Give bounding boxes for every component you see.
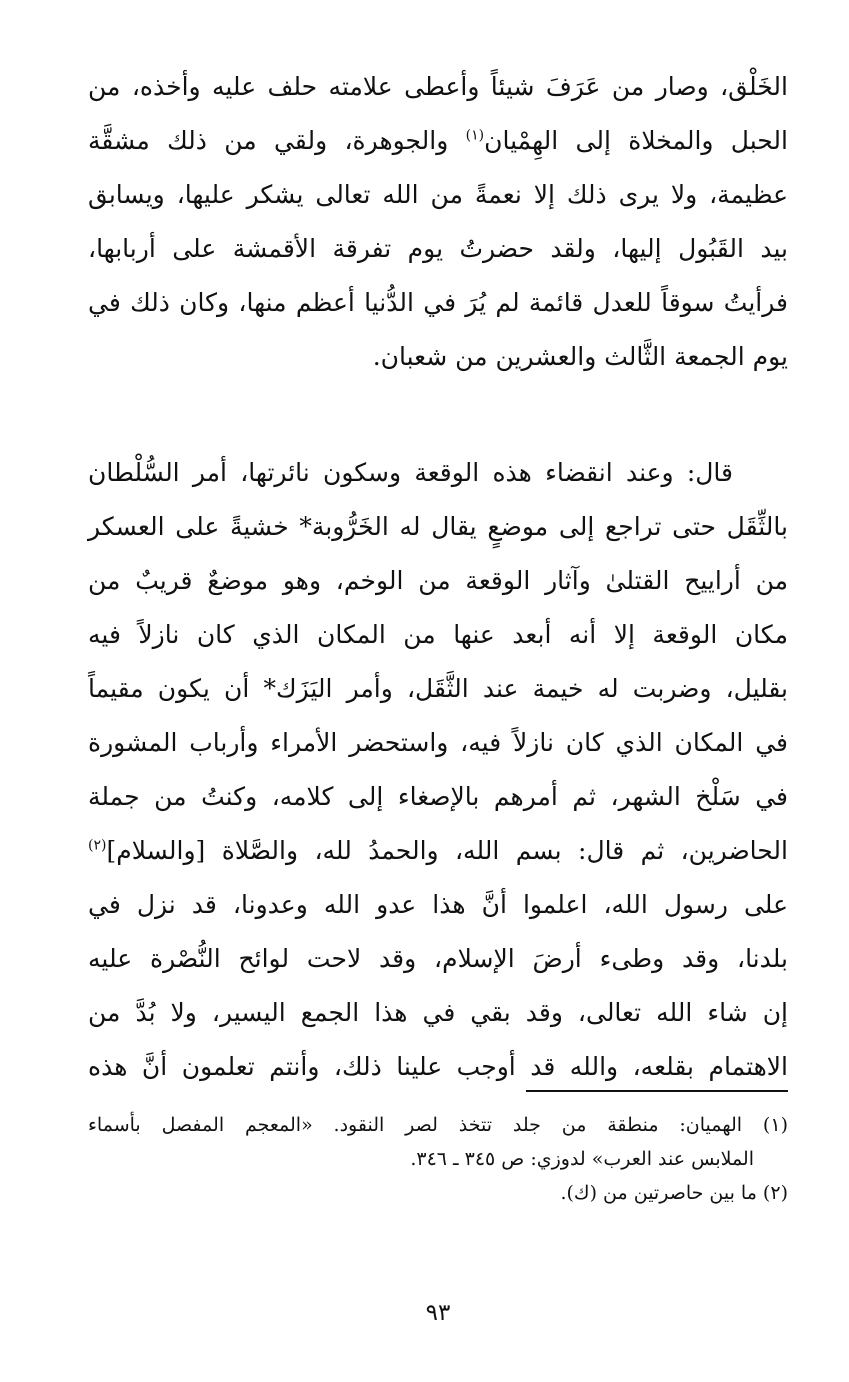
- book-page: [88, 60, 788, 1360]
- paragraph-2-line-11: إن شاء الله تعالى، وقد بقي في هذا الجمع اليسير، ولا بُدَّ من: [88, 998, 788, 1027]
- footnote-ref-1: (١): [465, 127, 485, 144]
- paragraph-2-line-2: بالثِّقَل حتى تراجع إلى موضعٍ يقال له الخَرُّوبة* خشيةً على العسكر: [88, 512, 788, 541]
- paragraph-1: [88, 60, 788, 384]
- paragraph-2-line-5: بقليل، وضربت له خيمة عند الثَّقَل، وأمر اليَزَك* أن يكون مقيماً: [88, 674, 788, 703]
- paragraph-1-line-2-end: والجوهرة، ولقي من ذلك مشقَّة: [88, 126, 466, 155]
- footnote-1-line-1: (١) الهميان: منطقة من جلد تتخذ لصر النقود. «المعجم المفصل بأسماء: [88, 1114, 788, 1136]
- paragraph-1-line-2-start: الحبل والمخلاة إلى الهِمْيان: [484, 126, 788, 155]
- paragraph-2-line-4: مكان الوقعة إلا أنه أبعد عنها من المكان الذي كان نازلاً فيه: [88, 620, 788, 649]
- footnotes: [88, 1108, 788, 1210]
- paragraph-1-line-5: فرأيتُ سوقاً للعدل قائمة لم يُرَ في الدُّنيا أعظم منها، وكان ذلك في: [88, 288, 788, 317]
- paragraph-2-line-12: الاهتمام بقلعه، والله قد أوجب علينا ذلك، وأنتم تعلمون أنَّ هذه: [88, 1052, 788, 1081]
- paragraph-2-line-1: قال: وعند انقضاء هذه الوقعة وسكون نائرتها، أمر السُّلْطان: [88, 458, 733, 487]
- paragraph-2-line-8: [88, 824, 788, 878]
- paragraph-2-line-10: بلدنا، وقد وطىء أرضَ الإسلام، وقد لاحت لوائح النُّصْرة عليه: [88, 944, 788, 973]
- paragraph-1-line-2: [88, 114, 788, 168]
- footnote-divider: [526, 1090, 788, 1092]
- paragraph-1-line-6: يوم الجمعة الثَّالث والعشرين من شعبان.: [372, 342, 788, 371]
- footnote-ref-2: (٢): [88, 837, 107, 854]
- paragraph-1-line-3: عظيمة، ولا يرى ذلك إلا نعمةً من الله تعالى يشكر عليها، ويسابق: [88, 180, 788, 209]
- paragraph-1-line-4: بيد القَبُول إليها، ولقد حضرتُ يوم تفرقة الأقمشة على أربابها،: [88, 234, 788, 263]
- footnote-1-line-2: الملابس عند العرب» لدوزي: ص ٣٤٥ ـ ٣٤٦.: [410, 1148, 754, 1170]
- paragraph-2-line-6: في المكان الذي كان نازلاً فيه، واستحضر الأمراء وأرباب المشورة: [88, 728, 788, 757]
- footnote-2: (٢) ما بين حاصرتين من (ك).: [560, 1182, 788, 1204]
- paragraph-2-line-3: من أراييح القتلىٰ وآثار الوقعة من الوخم، وهو موضعٌ قريبٌ من: [88, 566, 788, 595]
- paragraph-2-line-8-text: الحاضرين، ثم قال: بسم الله، والحمدُ لله، والصَّلاة [والسلام]: [106, 836, 788, 865]
- page-number: ٩٣: [425, 1300, 451, 1326]
- paragraph-2-line-7: في سَلْخ الشهر، ثم أمرهم بالإصغاء إلى كلامه، وكنتُ من جملة: [88, 782, 788, 811]
- paragraph-1-line-1: الخَلْق، وصار من عَرَفَ شيئاً وأعطى علامته حلف عليه وأخذه، من: [88, 72, 788, 101]
- paragraph-2-line-9: على رسول الله، اعلموا أنَّ هذا عدو الله وعدونا، قد نزل في: [88, 890, 788, 919]
- paragraph-2: [88, 446, 788, 1094]
